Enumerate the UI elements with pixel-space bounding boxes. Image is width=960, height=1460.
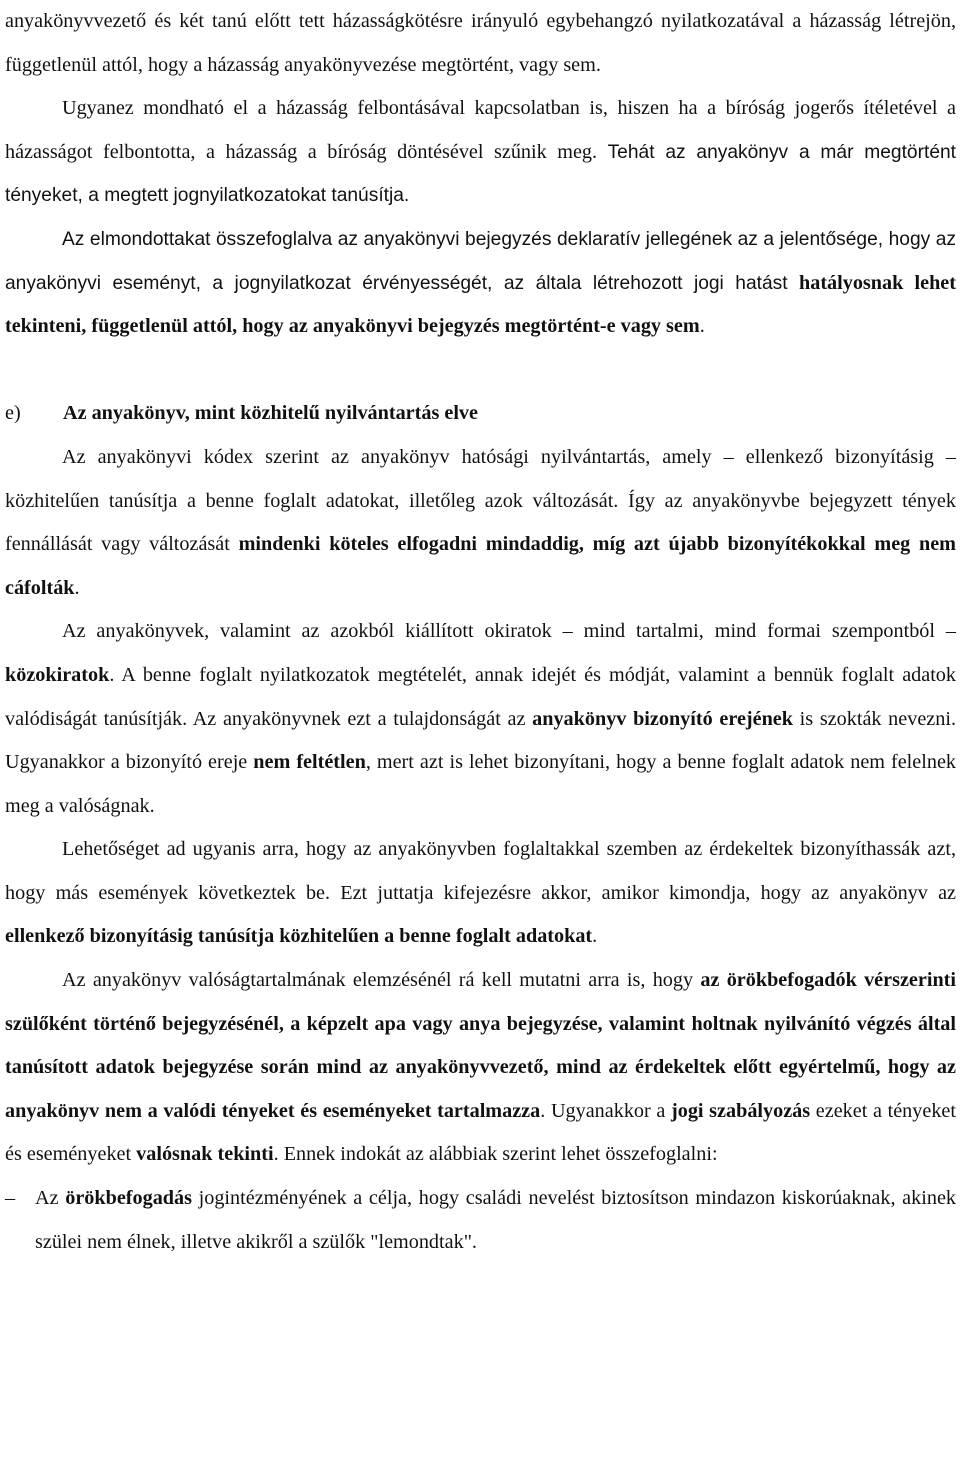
bold-phrase: hatályosnak lehet tekinteni, függetlenül attól, hogy az anyakönyvi bejegyzés megtörtént-e vagy sem — [5, 271, 956, 338]
list-item — [5, 1177, 956, 1264]
bold-phrase: anyakönyv bizonyító erejének — [532, 707, 793, 730]
bullet-dash: – — [5, 1187, 16, 1210]
spacer — [5, 349, 956, 393]
section-title: Az anyakönyv, mint közhitelű nyilvántartás elve — [63, 402, 478, 425]
paragraph-truth-content: Az anyakönyv valóságtartalmának elemzésénél rá kell mutatni arra is, hogy az örökbefogadók vérszerinti szülőként történő bejegyzésénél, a képzelt apa vagy anya bejegyzése, valamint holtnak nyilvánító végzés által tanúsított adatok bejegyzése során mind az anyakönyvvezető, mind az érdekeltek előtt egyértelmű, hogy az anyakönyv nem a valódi tényeket és eseményeket tartalmazza. Ugyanakkor a jogi szabályozás ezeket a tényeket és eseményeket valósnak tekinti. Ennek indokát az alábbiak szerint lehet összefoglalni: — [5, 969, 957, 1166]
bold-phrase: örökbefogadás — [65, 1187, 192, 1210]
paragraph-counterproof: Lehetőséget ad ugyanis arra, hogy az anyakönyvben foglaltakkal szemben az érdekeltek bizonyíthassák azt, hogy más események következtek be. Ezt juttatja kifejezésre akkor, amikor kimondja, hogy az anyakönyv az ellenkező bizonyításig tanúsítja közhitelűen a benne foglalt adatokat. — [5, 838, 956, 948]
list-item-text: Az örökbefogadás jogintézményének a célja, hogy családi nevelést biztosítson mindazon kiskorúaknak, akinek szülei nem élnek, illetve akikről a szülők "lemondtak". — [35, 1187, 956, 1253]
bold-phrase: valósnak tekinti — [136, 1143, 274, 1166]
bold-phrase: közokiratok — [5, 663, 110, 686]
bold-phrase: nem feltétlen — [253, 751, 366, 774]
bold-phrase: jogi szabályozás — [671, 1099, 811, 1122]
section-number: e) — [5, 402, 21, 425]
paragraph-declarative-summary: Az elmondottakat összefoglalva az anyakönyvi bejegyzés deklaratív jellegének az a jelentősége, hogy az anyakönyvi eseményt, a jognyilatkozat érvényességét, az általa létrehozott jogi hatást hatályosnak lehet tekinteni, függetlenül attól, hogy az anyakönyvi bejegyzés megtörtént-e vagy sem. — [5, 228, 956, 338]
paragraph-marriage-declaration: anyakönyvvezető és két tanú előtt tett házasságkötésre irányuló egybehangzó nyilatkozatával a házasság létrejön, függetlenül attól, hogy a házasság anyakönyvezése megtörtént, vagy sem. — [5, 10, 956, 76]
paragraph-public-documents: Az anyakönyvek, valamint az azokból kiállított okiratok – mind tartalmi, mind formai szempontból – közokiratok. A benne foglalt nyilatkozatok megtételét, annak idejét és módját, valamint a bennük foglalt adatok valódiságát tanúsítják. Az anyakönyvnek ezt a tulajdonságát az anyakönyv bizonyító erejének is szokták nevezni. Ugyanakkor a bizonyító ereje nem feltétlen, mert azt is lehet bizonyítani, hogy a benne foglalt adatok nem felelnek meg a valóságnak. — [5, 620, 957, 817]
bold-phrase: az örökbefogadók vérszerinti szülőként történő bejegyzésénél, a képzelt apa vagy anya bejegyzése, valamint holtnak nyilvánító végzés által tanúsított adatok bejegyzése során mind az anyakönyvvezető, mind az érdekeltek előtt egyértelmű, hogy az anyakönyv nem a valódi tényeket és eseményeket tartalmazza — [5, 969, 957, 1122]
bold-phrase: mindenki köteles elfogadni mindaddig, míg azt újabb bizonyítékokkal meg nem cáfolták — [5, 533, 956, 599]
bold-phrase: ellenkező bizonyításig tanúsítja közhitelűen a benne foglalt adatokat — [5, 925, 593, 948]
paragraph-divorce: Ugyanez mondható el a házasság felbontásával kapcsolatban is, hiszen ha a bíróság jogerős ítéletével a házasságot felbontotta, a házasság a bíróság döntésével szűnik meg. Tehát az anyakönyv a már megtörtént tényeket, a megtett jognyilatkozatokat tanúsítja. — [5, 97, 957, 207]
paragraph-public-register: Az anyakönyvi kódex szerint az anyakönyv hatósági nyilvántartás, amely – ellenkező bizonyításig – közhitelűen tanúsítja a benne foglalt adatokat, illetőleg azok változását. Így az anyakönyvbe bejegyzett tények fennállását vagy változását mindenki köteles elfogadni mindaddig, míg azt újabb bizonyítékokkal meg nem cáfolták. — [5, 445, 956, 599]
section-heading — [5, 392, 956, 436]
sans-sentence: Tehát az anyakönyv a már megtörtént tényeket, a megtett jognyilatkozatokat tanúsítja. — [5, 141, 957, 207]
